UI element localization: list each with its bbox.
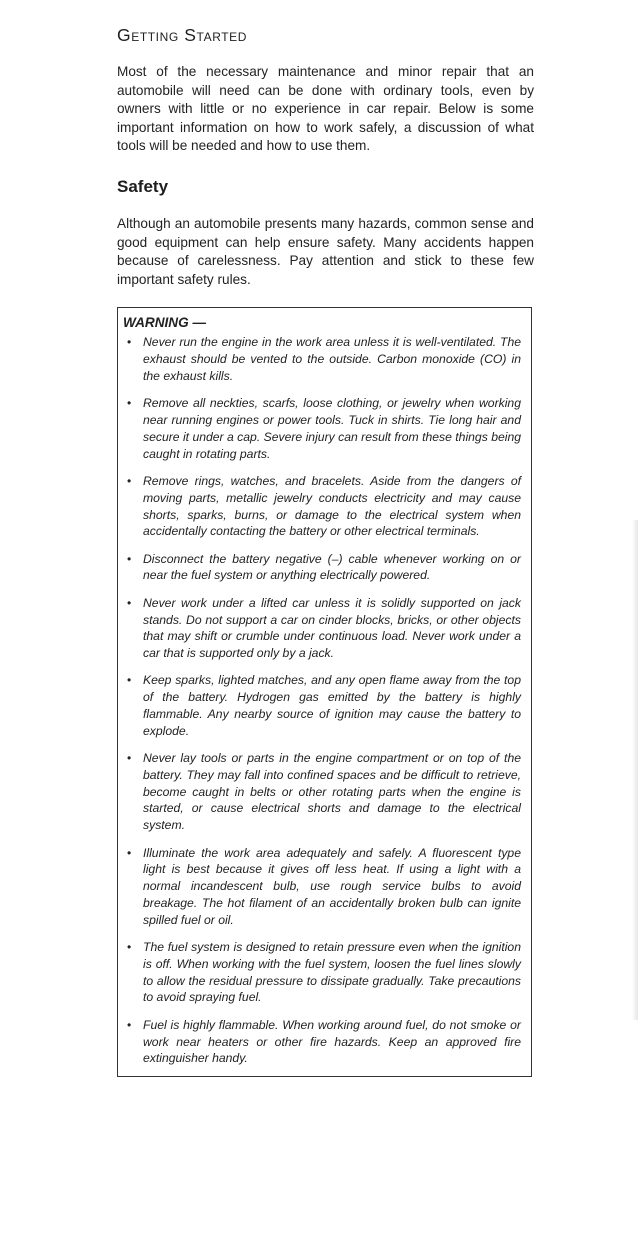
- warning-title: WARNING —: [123, 315, 207, 331]
- bullet-icon: •: [127, 845, 132, 860]
- warning-item: [123, 845, 521, 929]
- warning-item-text: Illuminate the work area adequately and safely. A fluorescent type light is best because it gives off less heat. If using a light with a normal incandescent bulb, use rough service bulbs to avoid breakage. The hot filament of an accidentally broken bulb can ignite spilled fuel or oil.: [143, 845, 521, 927]
- warning-item-text: Remove rings, watches, and bracelets. Aside from the dangers of moving parts, metallic jewelry conducts electricity and may cause shorts, sparks, burns, or damage to the electrical system when accidentally contacting the battery or other electrical terminals.: [143, 473, 521, 539]
- bullet-icon: •: [127, 551, 132, 566]
- bullet-icon: •: [127, 595, 132, 610]
- warning-item: [123, 939, 521, 1006]
- bullet-icon: •: [127, 940, 132, 955]
- bullet-icon: •: [127, 673, 132, 688]
- warning-item-text: Keep sparks, lighted matches, and any open flame away from the top of the battery. Hydrogen gas emitted by the battery is highly flammable. Any nearby source of ignition may cause the battery to explode.: [143, 673, 521, 738]
- warning-item-text: Fuel is highly flammable. When working around fuel, do not smoke or work near heaters or other fire hazards. Keep an approved fire extinguisher handy.: [143, 1017, 521, 1066]
- warning-item-text: Never run the engine in the work area unless it is well-ventilated. The exhaust should be vented to the outside. Carbon monoxide (CO) in the exhaust kills.: [143, 335, 521, 383]
- section-title: Getting Started: [117, 25, 248, 45]
- bullet-icon: •: [127, 1017, 132, 1032]
- page-edge-shadow: [632, 520, 638, 1020]
- warning-item-text: The fuel system is designed to retain pressure even when the ignition is off. When working with the fuel system, loosen the fuel lines slowly to allow the residual pressure to dissipate gradually. Take precautions to avoid spraying fuel.: [143, 940, 521, 1005]
- warning-item-text: Disconnect the battery negative (–) cable whenever working on or near the fuel system or anything electrically powered.: [143, 551, 521, 583]
- intro-paragraph: Most of the necessary maintenance and minor repair that an automobile will need can be done with ordinary tools, even by owners with little or no experience in car repair. Below is some important information on how to work safely, a discussion of what tools will be needed and how to use them.: [117, 64, 534, 154]
- safety-heading: Safety: [117, 176, 169, 196]
- warning-item: [123, 334, 521, 384]
- bullet-icon: •: [127, 473, 132, 488]
- warning-item-text: Never lay tools or parts in the engine compartment or on top of the battery. They may fall into confined spaces and be difficult to retrieve, become caught in belts or other rotating parts when the engine is started, or cause electrical shorts and damage to the electrical system.: [143, 751, 521, 833]
- warning-item: [123, 395, 521, 462]
- bullet-icon: •: [127, 396, 132, 411]
- warning-item: [123, 595, 521, 662]
- warning-item: [123, 1017, 521, 1067]
- warning-item-text: Never work under a lifted car unless it is solidly supported on jack stands. Do not support a car on cinder blocks, bricks, or other objects that may shift or crumble under continuous load. Never work under a car that is supported only by a jack.: [143, 595, 521, 661]
- warning-list: [123, 334, 521, 1067]
- bullet-icon: •: [127, 335, 132, 350]
- warning-item: [123, 551, 521, 585]
- document-page: [117, 24, 534, 1077]
- warning-item: [123, 473, 521, 540]
- warning-item: [123, 672, 521, 739]
- warning-item: [123, 750, 521, 834]
- safety-paragraph: Although an automobile presents many hazards, common sense and good equipment can help ensure safety. Many accidents happen because of carelessness. Pay attention and stick to these few important safety rules.: [117, 215, 534, 287]
- warning-box: [117, 307, 532, 1077]
- warning-item-text: Remove all neckties, scarfs, loose clothing, or jewelry when working near running engines or power tools. Tuck in shirts. Tie long hair and secure it under a cap. Severe injury can result from these things being caught in rotating parts.: [143, 396, 522, 461]
- bullet-icon: •: [127, 751, 132, 766]
